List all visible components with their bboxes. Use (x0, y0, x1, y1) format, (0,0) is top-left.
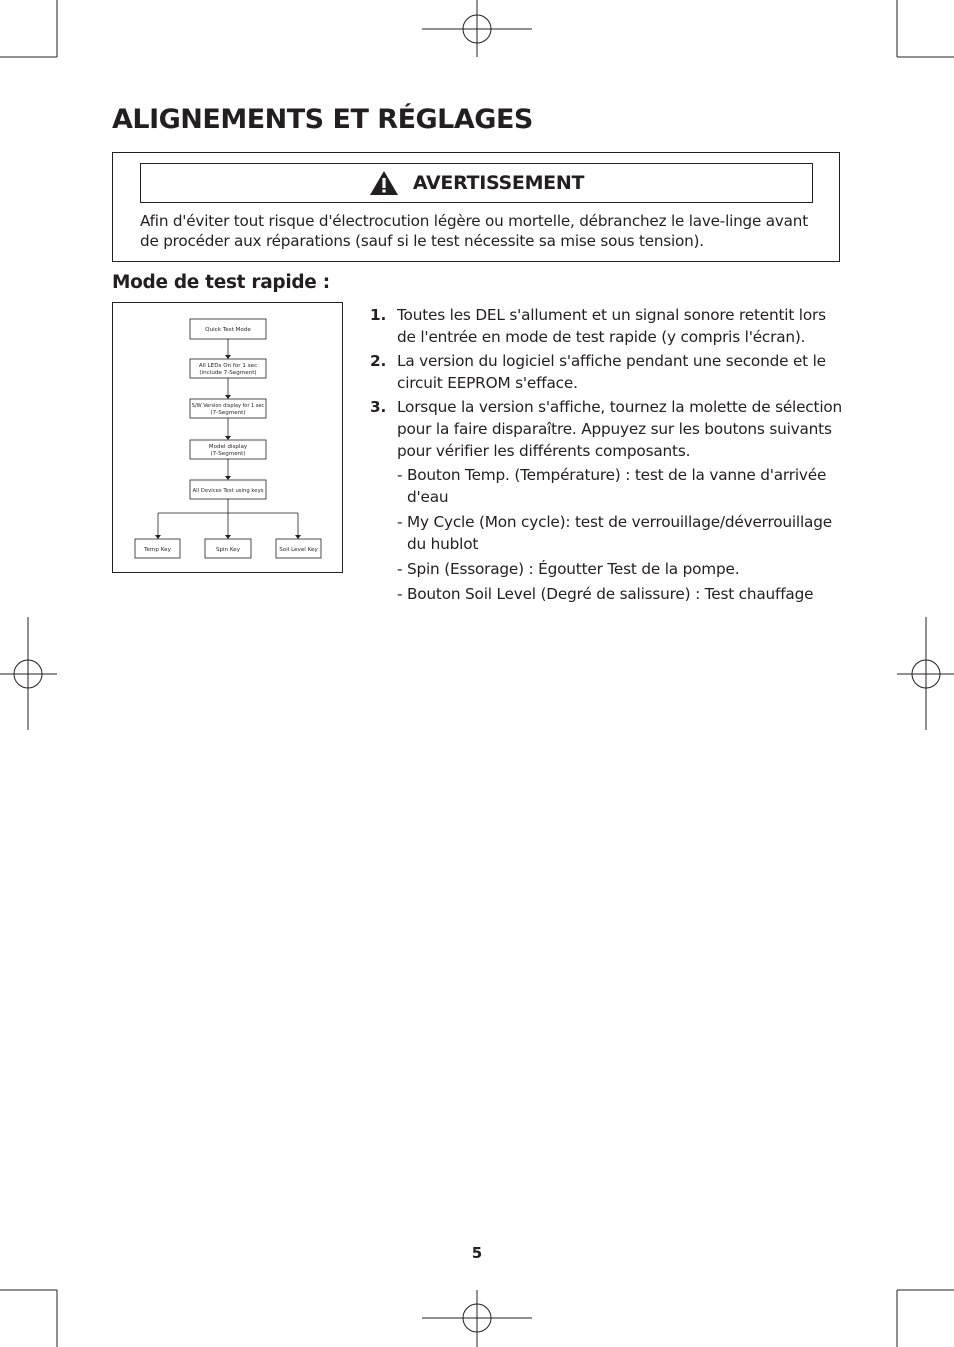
step-number: 2. (370, 352, 387, 370)
flow-label-all-leds-2: (include 7-Segment) (199, 370, 257, 376)
section-title: Mode de test rapide : (112, 272, 330, 293)
flow-label-soil-key: Soil Level Key (279, 547, 318, 553)
step-item (370, 304, 846, 348)
page-number: 5 (471, 1244, 483, 1262)
steps-list (370, 304, 846, 608)
step-number: 3. (370, 398, 387, 416)
step-text: La version du logiciel s'affiche pendant une seconde et le circuit EEPROM s'efface. (397, 352, 826, 392)
step-item (370, 396, 846, 605)
substep-item: - Spin (Essorage) : Égoutter Test de la pompe. (397, 560, 740, 578)
step-text: Lorsque la version s'affiche, tournez la molette de sélection pour la faire disparaître. Appuyez sur les boutons suivants pour vérifier les différents composants. (397, 398, 843, 460)
flow-label-temp-key: Temp Key (144, 547, 171, 553)
flow-label-model-2: (7-Segment) (210, 451, 246, 457)
step-number: 1. (370, 306, 387, 324)
warning-title: AVERTISSEMENT (412, 172, 585, 194)
flowchart-diagram (112, 302, 343, 573)
page-title: ALIGNEMENTS ET RÉGLAGES (112, 104, 533, 135)
flow-label-all-leds-1: All LEDs On for 1 sec (198, 363, 258, 369)
substep-item: - My Cycle (Mon cycle): test de verrouillage/déverrouillage du hublot (397, 513, 832, 553)
substeps-list (397, 464, 846, 605)
warning-header (140, 163, 813, 203)
substep-item: - Bouton Soil Level (Degré de salissure) : Test chauffage (397, 585, 814, 603)
flow-label-spin-key: Spin Key (215, 547, 241, 553)
flow-label-sw-version-2: (7-Segment) (210, 410, 246, 416)
flow-label-quick-test: Quick Test Mode (205, 327, 251, 333)
substep-item: - Bouton Temp. (Température) : test de la vanne d'arrivée d'eau (397, 466, 827, 506)
flow-label-sw-version-1: S/W Version display for 1 sec (191, 403, 265, 409)
flowchart (113, 303, 342, 572)
flow-label-model-1: Model display (208, 444, 248, 450)
step-text: Toutes les DEL s'allument et un signal sonore retentit lors de l'entrée en mode de test rapide (y compris l'écran). (397, 306, 826, 346)
warning-triangle-icon (369, 170, 399, 196)
step-item (370, 350, 846, 394)
flow-label-all-devices: All Devices Test using keys (192, 488, 264, 494)
warning-box (112, 152, 840, 262)
warning-text: Afin d'éviter tout risque d'électrocution légère ou mortelle, débranchez le lave-linge avant de procéder aux réparations (sauf si le test nécessite sa mise sous tension). (140, 212, 808, 250)
